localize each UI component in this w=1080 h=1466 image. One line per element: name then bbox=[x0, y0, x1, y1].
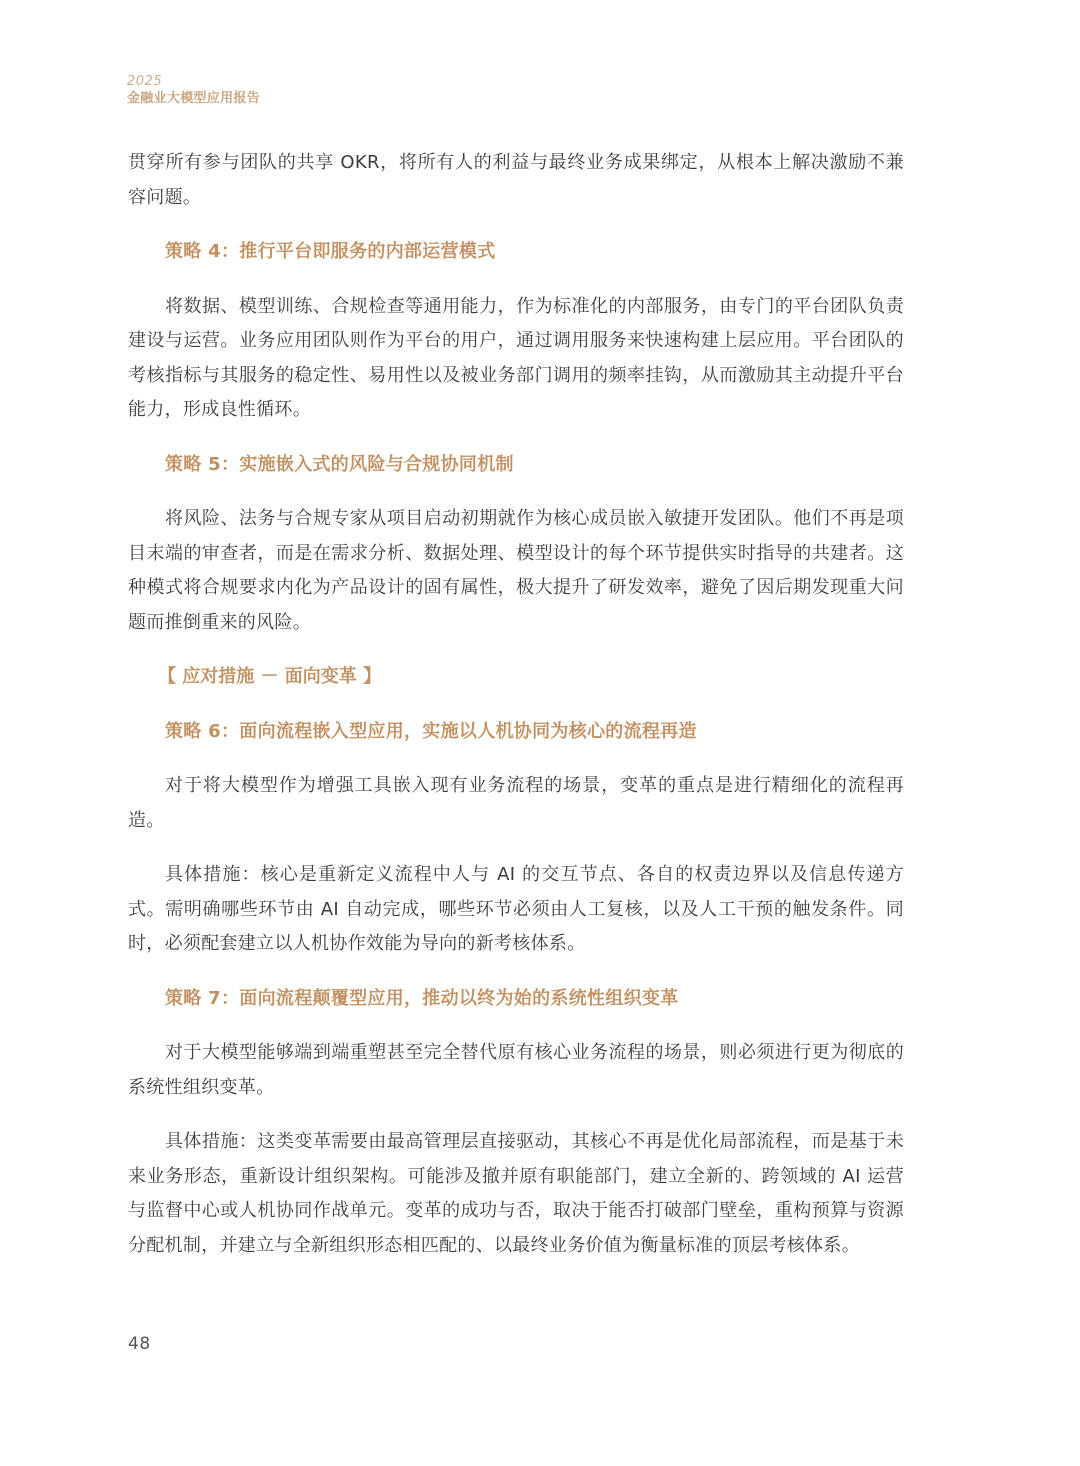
main-content bbox=[128, 146, 904, 1283]
header-year: 2025 bbox=[127, 74, 163, 89]
strategy-5-paragraph: 将风险、法务与合规专家从项目启动初期就作为核心成员嵌入敏捷开发团队。他们不再是项目末端的审查者，而是在需求分析、数据处理、模型设计的每个环节提供实时指导的共建者。这种模式将合规要求内化为产品设计的固有属性，极大提升了研发效率，避免了因后期发现重大问题而推倒重来的风险。 bbox=[128, 508, 904, 633]
strategy-7-paragraph-measures: 具体措施：这类变革需要由最高管理层直接驱动，其核心不再是优化局部流程，而是基于未来业务形态，重新设计组织架构。可能涉及撤并原有职能部门，建立全新的、跨领域的 AI 运营与监督中心或人机协同作战单元。变革的成功与否，取决于能否打破部门壁垒，重构预算与资源分配机制，并建立与全新组织形态相匹配的、以最终业务价值为衡量标准的顶层考核体系。 bbox=[128, 1131, 904, 1256]
strategy-6-paragraph-intro: 对于将大模型作为增强工具嵌入现有业务流程的场景，变革的重点是进行精细化的流程再造。 bbox=[128, 775, 904, 831]
strategy-7-heading: 策略 7：面向流程颠覆型应用，推动以终为始的系统性组织变革 bbox=[165, 987, 679, 1009]
paragraph-okr: 贯穿所有参与团队的共享 OKR，将所有人的利益与最终业务成果绑定，从根本上解决激励不兼容问题。 bbox=[128, 152, 904, 208]
header-report-title: 金融业大模型应用报告 bbox=[127, 91, 261, 106]
strategy-5-heading: 策略 5：实施嵌入式的风险与合规协同机制 bbox=[165, 453, 514, 475]
running-header bbox=[127, 74, 260, 108]
strategy-4-paragraph: 将数据、模型训练、合规检查等通用能力，作为标准化的内部服务，由专门的平台团队负责建设与运营。业务应用团队则作为平台的用户，通过调用服务来快速构建上层应用。平台团队的考核指标与其服务的稳定性、易用性以及被业务部门调用的频率挂钩，从而激励其主动提升平台能力，形成良性循环。 bbox=[128, 295, 904, 420]
page-number: 48 bbox=[128, 1334, 151, 1354]
strategy-6-paragraph-measures: 具体措施：核心是重新定义流程中人与 AI 的交互节点、各自的权责边界以及信息传递方式。需明确哪些环节由 AI 自动完成，哪些环节必须由人工复核，以及人工干预的触发条件。同时，必须配套建立以人机协作效能为导向的新考核体系。 bbox=[128, 864, 904, 954]
strategy-6-heading: 策略 6：面向流程嵌入型应用，实施以人机协同为核心的流程再造 bbox=[165, 720, 697, 742]
strategy-7-paragraph-intro: 对于大模型能够端到端重塑甚至完全替代原有核心业务流程的场景，则必须进行更为彻底的系统性组织变革。 bbox=[128, 1042, 904, 1098]
section-heading-change: 【 应对措施 － 面向变革 】 bbox=[158, 666, 382, 687]
strategy-4-heading: 策略 4：推行平台即服务的内部运营模式 bbox=[165, 241, 496, 262]
